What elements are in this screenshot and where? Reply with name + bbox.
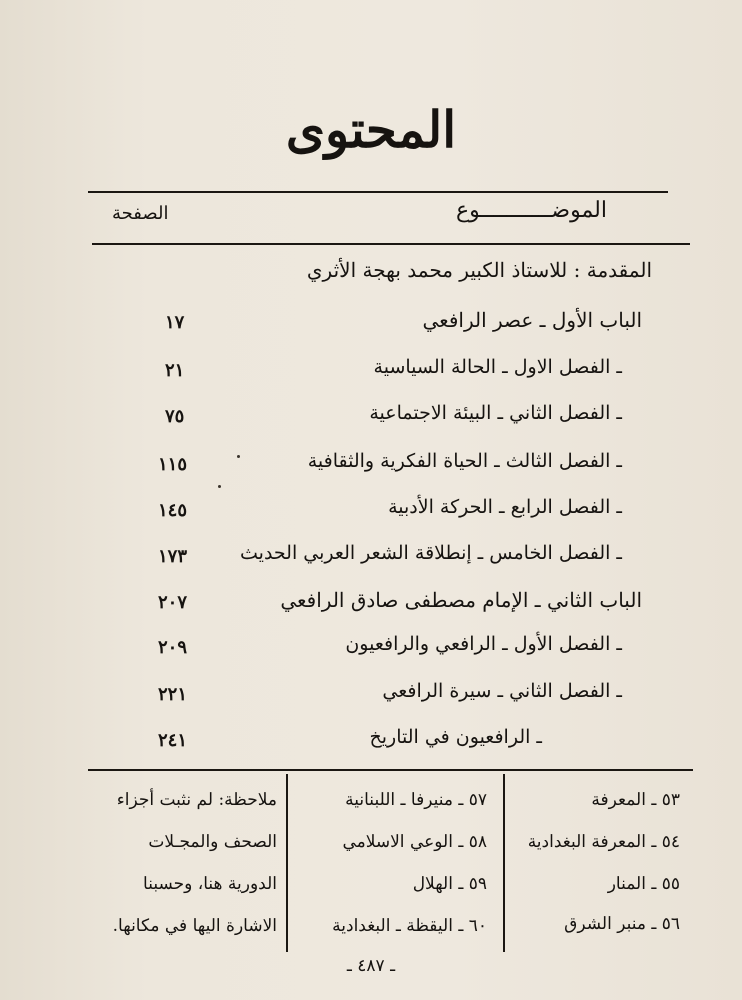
toc-entry-page: ١١٥ xyxy=(158,454,188,475)
toc-entry xyxy=(0,726,742,766)
toc-entry xyxy=(0,356,742,396)
toc-entry-title: ـ الفصل الثاني ـ سيرة الرافعي xyxy=(382,680,622,702)
toc-entry-title: ـ الفصل الأول ـ الرافعي والرافعيون xyxy=(345,633,622,655)
toc-entry xyxy=(0,496,742,536)
page-number: ـ ٤٨٧ ـ xyxy=(346,956,396,976)
toc-entry xyxy=(0,633,742,673)
toc-entry xyxy=(0,542,742,582)
print-speck xyxy=(218,485,221,488)
toc-entry-page: ٢٠٧ xyxy=(158,592,188,613)
toc-entry xyxy=(0,308,742,348)
toc-entry-page: ٢١ xyxy=(165,360,185,381)
toc-entry-title: ـ الفصل الاول ـ الحالة السياسية xyxy=(373,356,622,378)
periodical-list-item: ٥٧ ـ منيرفا ـ اللبنانية xyxy=(345,790,487,810)
header-top-rule xyxy=(88,191,668,193)
toc-entry-page: ١٧ xyxy=(165,312,185,333)
toc-entry xyxy=(0,450,742,490)
footer-columns-rule xyxy=(88,769,693,771)
note-line: الصحف والمجـلات xyxy=(148,832,277,852)
toc-entry xyxy=(0,402,742,442)
toc-entry xyxy=(0,588,742,628)
note-line: الدورية هنا، وحسبنا xyxy=(143,874,277,894)
periodical-list-item: ٥٣ ـ المعرفة xyxy=(591,790,680,810)
print-speck xyxy=(237,455,240,458)
toc-entry xyxy=(0,680,742,720)
toc-entry-page: ٢٠٩ xyxy=(158,637,188,658)
note-line: الاشارة اليها في مكانها. xyxy=(112,916,277,936)
periodical-list-item: ٥٩ ـ الهلال xyxy=(412,874,487,894)
page-column-header: الصفحة xyxy=(112,203,169,224)
toc-entry-title: الباب الأول ـ عصر الرافعي xyxy=(422,308,642,332)
periodical-list-item: ٥٦ ـ منبر الشرق xyxy=(564,914,680,934)
column-divider xyxy=(503,774,505,952)
note-line: ملاحظة: لم نثبت أجزاء xyxy=(116,790,277,810)
toc-entry-page: ٢٤١ xyxy=(158,730,188,751)
column-divider xyxy=(286,774,288,952)
toc-entry-page: ١٧٣ xyxy=(158,546,188,567)
periodical-list-item: ٥٨ ـ الوعي الاسلامي xyxy=(342,832,487,852)
toc-entry-title: ـ الفصل الثاني ـ البيئة الاجتماعية xyxy=(369,402,622,424)
periodical-list-item: ٦٠ ـ اليقظة ـ البغدادية xyxy=(332,916,487,936)
toc-entry-page: ٧٥ xyxy=(165,406,185,427)
toc-entry-title: الباب الثاني ـ الإمام مصطفى صادق الرافعي xyxy=(280,588,642,612)
page-title: المحتوى xyxy=(285,100,457,159)
periodical-list-item: ٥٥ ـ المنار xyxy=(607,874,680,894)
toc-entry-title: ـ الرافعيون في التاريخ xyxy=(369,726,542,748)
periodical-list-item: ٥٤ ـ المعرفة البغدادية xyxy=(527,832,680,852)
toc-entry-title: ـ الفصل الرابع ـ الحركة الأدبية xyxy=(388,496,622,518)
toc-entry-page: ١٤٥ xyxy=(158,500,188,521)
toc-entry-title: ـ الفصل الثالث ـ الحياة الفكرية والثقافية xyxy=(307,450,622,472)
topic-column-header: الموضـــــــــــوع xyxy=(456,198,607,223)
toc-entry-page: ٢٢١ xyxy=(158,684,188,705)
introduction-line: المقدمة : للاستاذ الكبير محمد بهجة الأثري xyxy=(306,258,652,282)
toc-entry-title: ـ الفصل الخامس ـ إنطلاقة الشعر العربي الحديث xyxy=(240,542,622,564)
header-bottom-rule xyxy=(92,243,690,245)
